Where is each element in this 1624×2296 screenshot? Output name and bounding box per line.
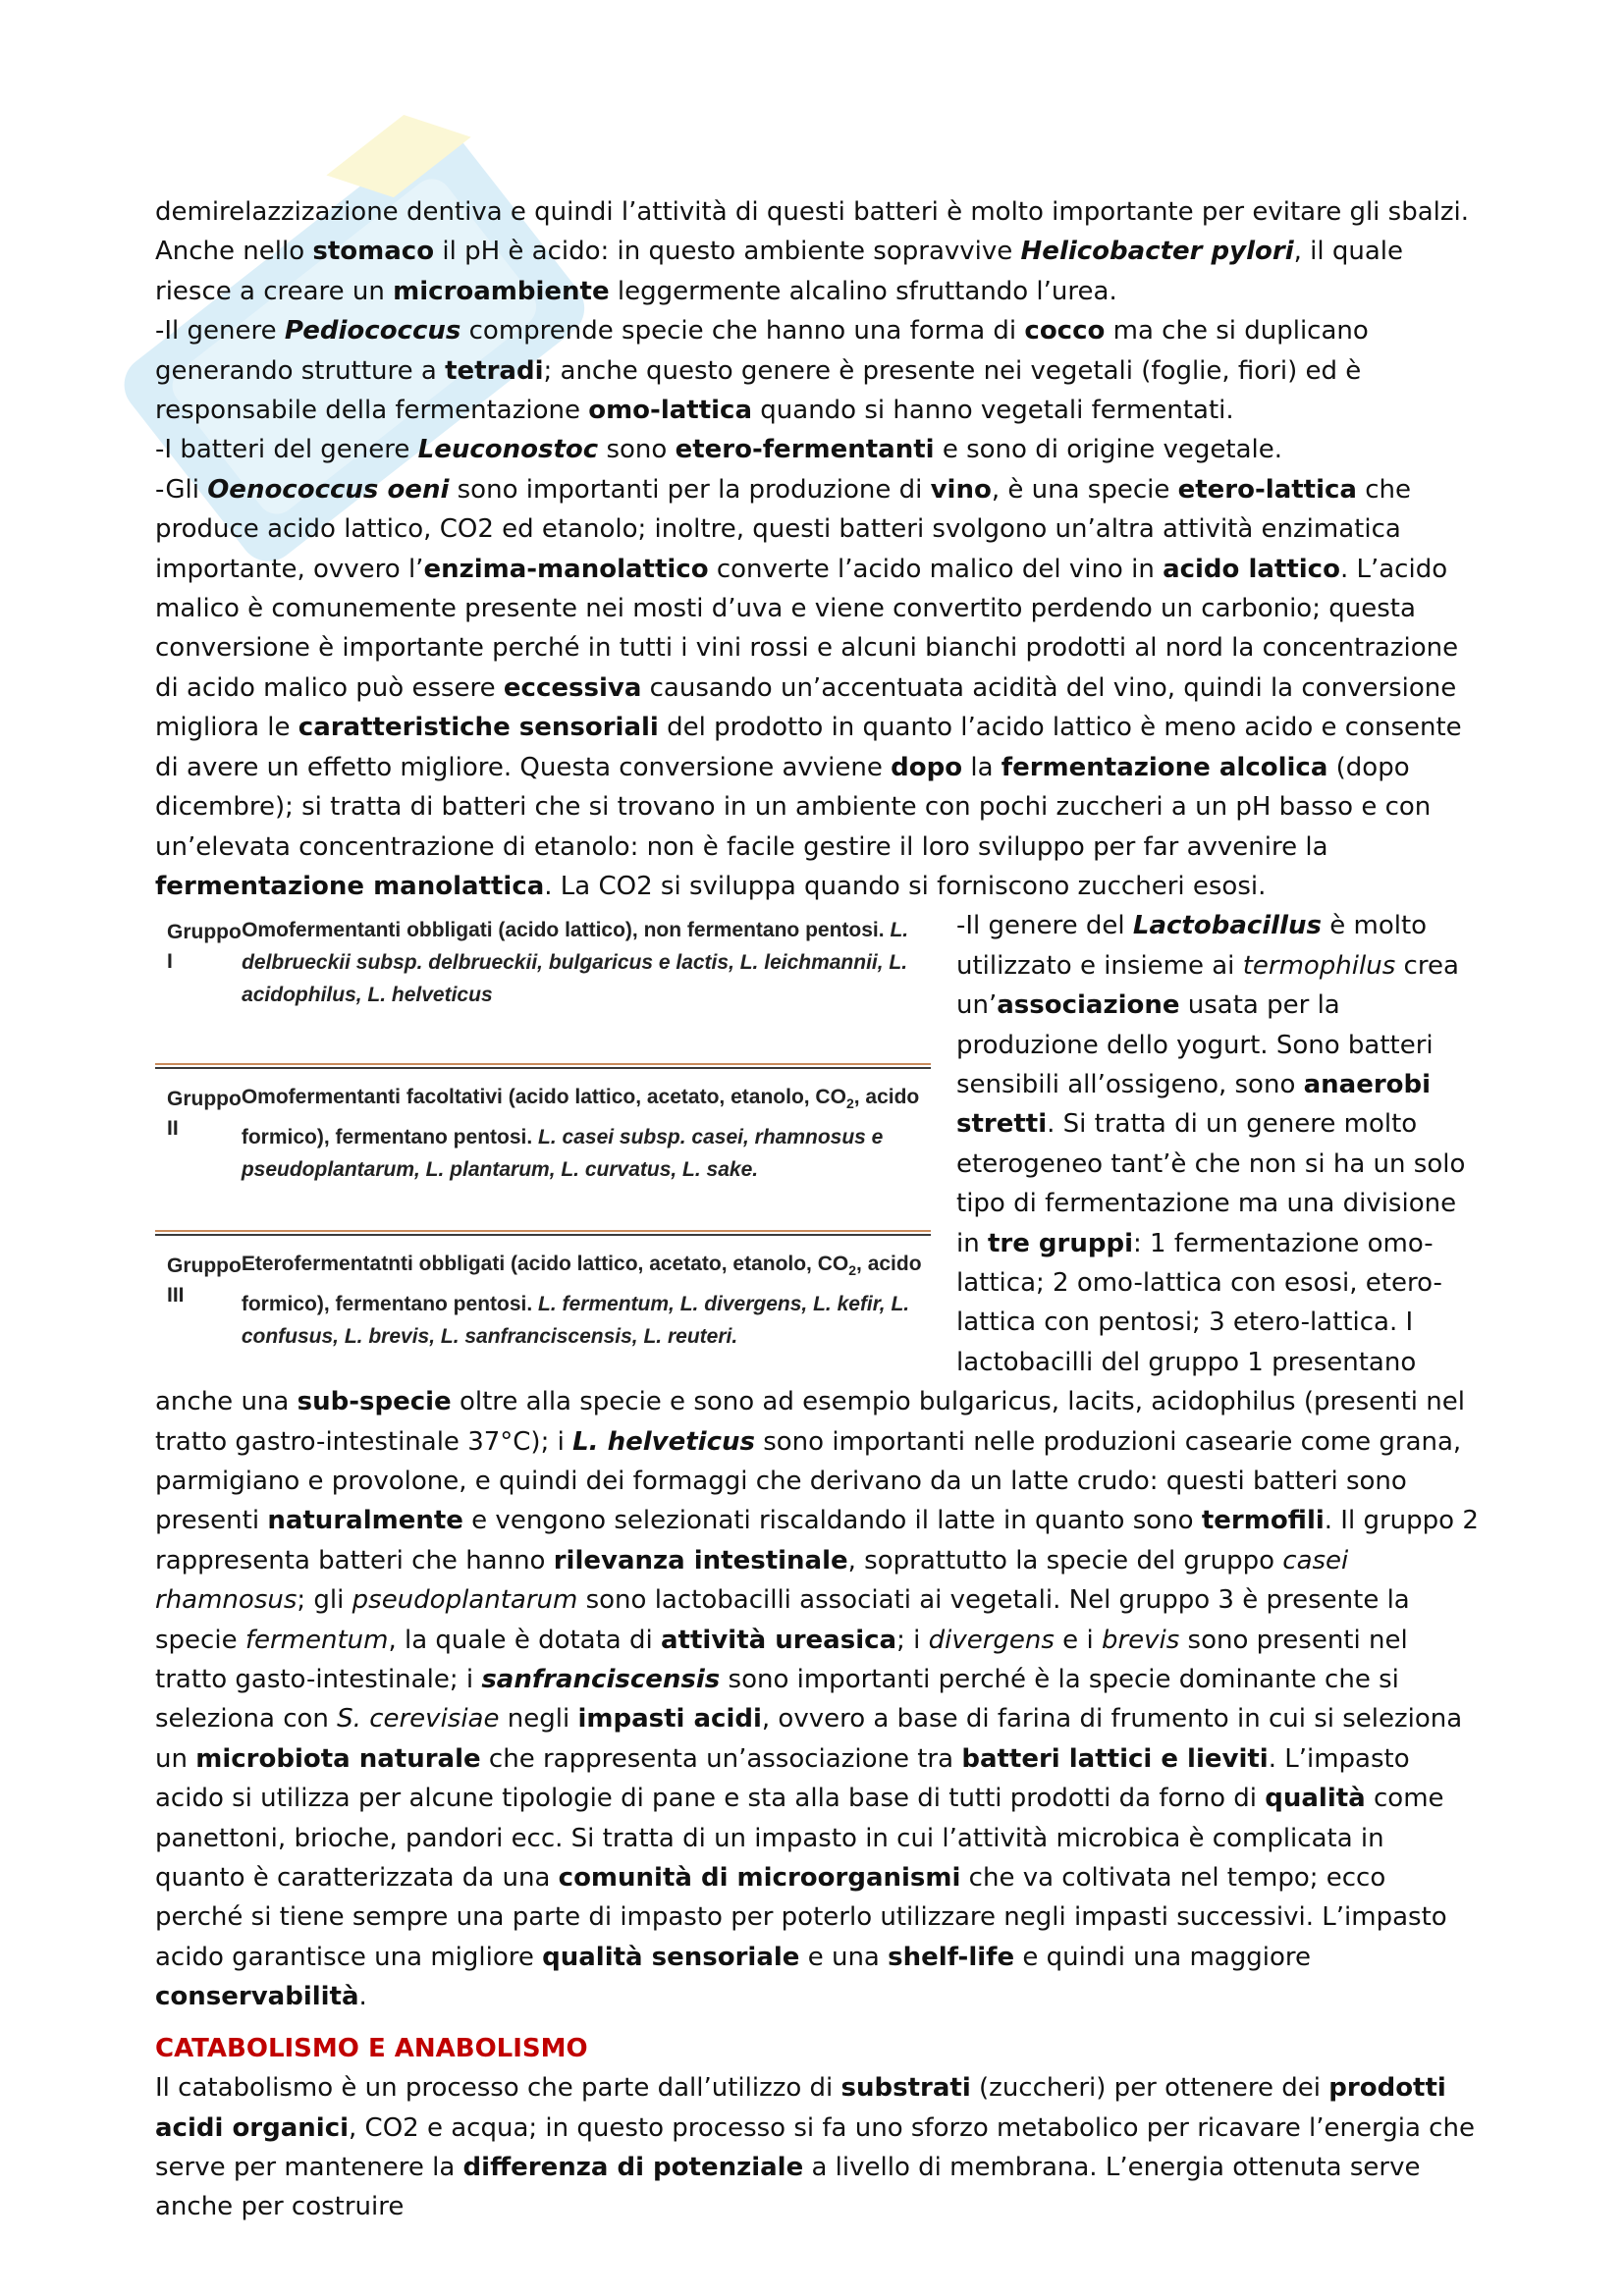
group-row bbox=[155, 912, 931, 1063]
paragraph-stomach: demirelazzizazione dentiva e quindi l’attività di questi batteri è molto importante per evitare gli sbalzi. Anche nello stomaco il pH è acido: in questo ambiente sopravvive Helicobacter pylori, il quale riesce a creare un microambiente leggermente alcalino sfruttando l’urea. bbox=[155, 197, 1470, 306]
group-separator bbox=[155, 1230, 931, 1236]
paragraph-lactobacillus: -Il genere del Lactobacillus è molto utilizzato e insieme ai termophilus crea un’associazione usata per la produzione dello yogurt. Sono batteri sensibili all’ossigeno, sono anaerobi stretti. Si tratta di un genere molto eterogeneo tant’è che non si ha un solo tipo di fermentazione ma una divisione in tre gruppi: 1 fermentazione omo-lattica; 2 omo-lattica con esosi, etero-lattica con pentosi; 3 etero-lattica. I lactobacilli del gruppo 1 presentano anche una sub-specie oltre alla specie e sono ad esempio bulgaricus, lacits, acidophilus (presenti nel tratto gastro-intestinale 37°C); i L. helveticus sono importanti nelle produzioni casearie come grana, parmigiano e provolone, e quindi dei formaggi che derivano da un latte crudo: questi batteri sono presenti naturalmente e vengono selezionati riscaldando il latte in quanto sono termofili. Il gruppo 2 rappresenta batteri che hanno rilevanza intestinale, soprattutto la specie del gruppo casei rhamnosus; gli pseudoplantarum sono lactobacilli associati ai vegetali. Nel gruppo 3 è presente la specie fermentum, la quale è dotata di attività ureasica; i divergens e i brevis sono presenti nel tratto gasto-intestinale; i sanfranciscensis sono importanti perché è la specie dominante che si seleziona con S. cerevisiae negli impasti acidi, ovvero a base di farina di frumento in cui si seleziona un microbiota naturale che rappresenta un’associazione tra batteri lattici e lieviti. L’impasto acido si utilizza per alcune tipologie di pane e sta alla base di tutti prodotti da forno di qualità come panettoni, brioche, pandori ecc. Si tratta di un impasto in cui l’attività microbica è complicata in quanto è caratterizzata da una comunità di microorganismi che va coltivata nel tempo; ecco perché si tiene sempre una parte di impasto per poterlo utilizzare negli impasti successivi. L’impasto acido garantisce una migliore qualità sensoriale e una shelf-life e quindi una maggiore conservabilità. bbox=[155, 911, 1479, 2012]
paragraph-catabolism: Il catabolismo è un processo che parte dall’utilizzo di substrati (zuccheri) per ottenere dei prodotti acidi organici, CO2 e acqua; in questo processo si fa uno sforzo metabolico per ricavare l’energia che serve per mantenere la differenza di potenziale a livello di membrana. L’energia ottenuta serve anche per costruire bbox=[155, 2073, 1475, 2222]
group-description: Omofermentanti obbligati (acido lattico), non fermentano pentosi. L. delbrueckii subsp. delbrueckii, bulgaricus e lactis, L. leichmannii, L. acidophilus, L. helveticus bbox=[242, 919, 909, 1007]
group-description: Eterofermentatnti obbligati (acido lattico, acetato, etanolo, $CO_2$, acido formico), fermentano pentosi. L. fermentum, L. divergens, L. kefir, L. confusus, L. brevis, L. sanfranciscensis, L. reuteri. bbox=[241, 1253, 922, 1348]
group-description: Omofermentanti facoltativi (acido lattico, acetato, etanolo, $CO_2$, acido formico), fermentano pentosi. L. casei subsp. casei, rhamnosus e pseudoplantarum, L. plantarum, L. curvatus, L. sake. bbox=[241, 1086, 920, 1181]
group-separator bbox=[155, 1063, 931, 1069]
paragraph-pediococcus: -Il genere Pediococcus comprende specie che hanno una forma di cocco ma che si duplicano generando strutture a tetradi; anche questo genere è presente nei vegetali (foglie, fiori) ed è responsabile della fermentazione omo-lattica quando si hanno vegetali fermentati. bbox=[155, 316, 1369, 426]
group-row bbox=[155, 1246, 931, 1397]
section-title: CATABOLISMO E ANABOLISMO bbox=[155, 2033, 588, 2063]
lactobacillus-groups-figure bbox=[155, 912, 931, 1373]
paragraph-oenococcus: -Gli Oenococcus oeni sono importanti per la produzione di vino, è una specie etero-lattica che produce acido lattico, CO2 ed etanolo; inoltre, questi batteri svolgono un’altra attività enzimatica importante, ovvero l’enzima-manolattico converte l’acido malico del vino in acido lattico. L’acido malico è comunemente presente nei mosti d’uva e viene convertito perdendo un carbonio; questa conversione è importante perché in tutti i vini rossi e alcuni bianchi prodotti al nord la concentrazione di acido malico può essere eccessiva causando un’accentuata acidità del vino, quindi la conversione migliora le caratteristiche sensoriali del prodotto in quanto l’acido lattico è meno acido e consente di avere un effetto migliore. Questa conversione avviene dopo la fermentazione alcolica (dopo dicembre); si tratta di batteri che si trovano in un ambiente con pochi zuccheri a un pH basso e con un’elevata concentrazione di etanolo: non è facile gestire il loro sviluppo per far avvenire la fermentazione manolattica. La CO2 si sviluppa quando si forniscono zuccheri esosi. bbox=[155, 474, 1462, 901]
document-page bbox=[155, 192, 1481, 2227]
group-name: Gruppo II bbox=[167, 1088, 242, 1141]
group-name: Gruppo I bbox=[167, 921, 242, 974]
group-row bbox=[155, 1079, 931, 1230]
paragraph-leuconostoc: -I batteri del genere Leuconostoc sono etero-fermentanti e sono di origine vegetale. bbox=[155, 435, 1282, 465]
group-name: Gruppo III bbox=[167, 1255, 242, 1308]
